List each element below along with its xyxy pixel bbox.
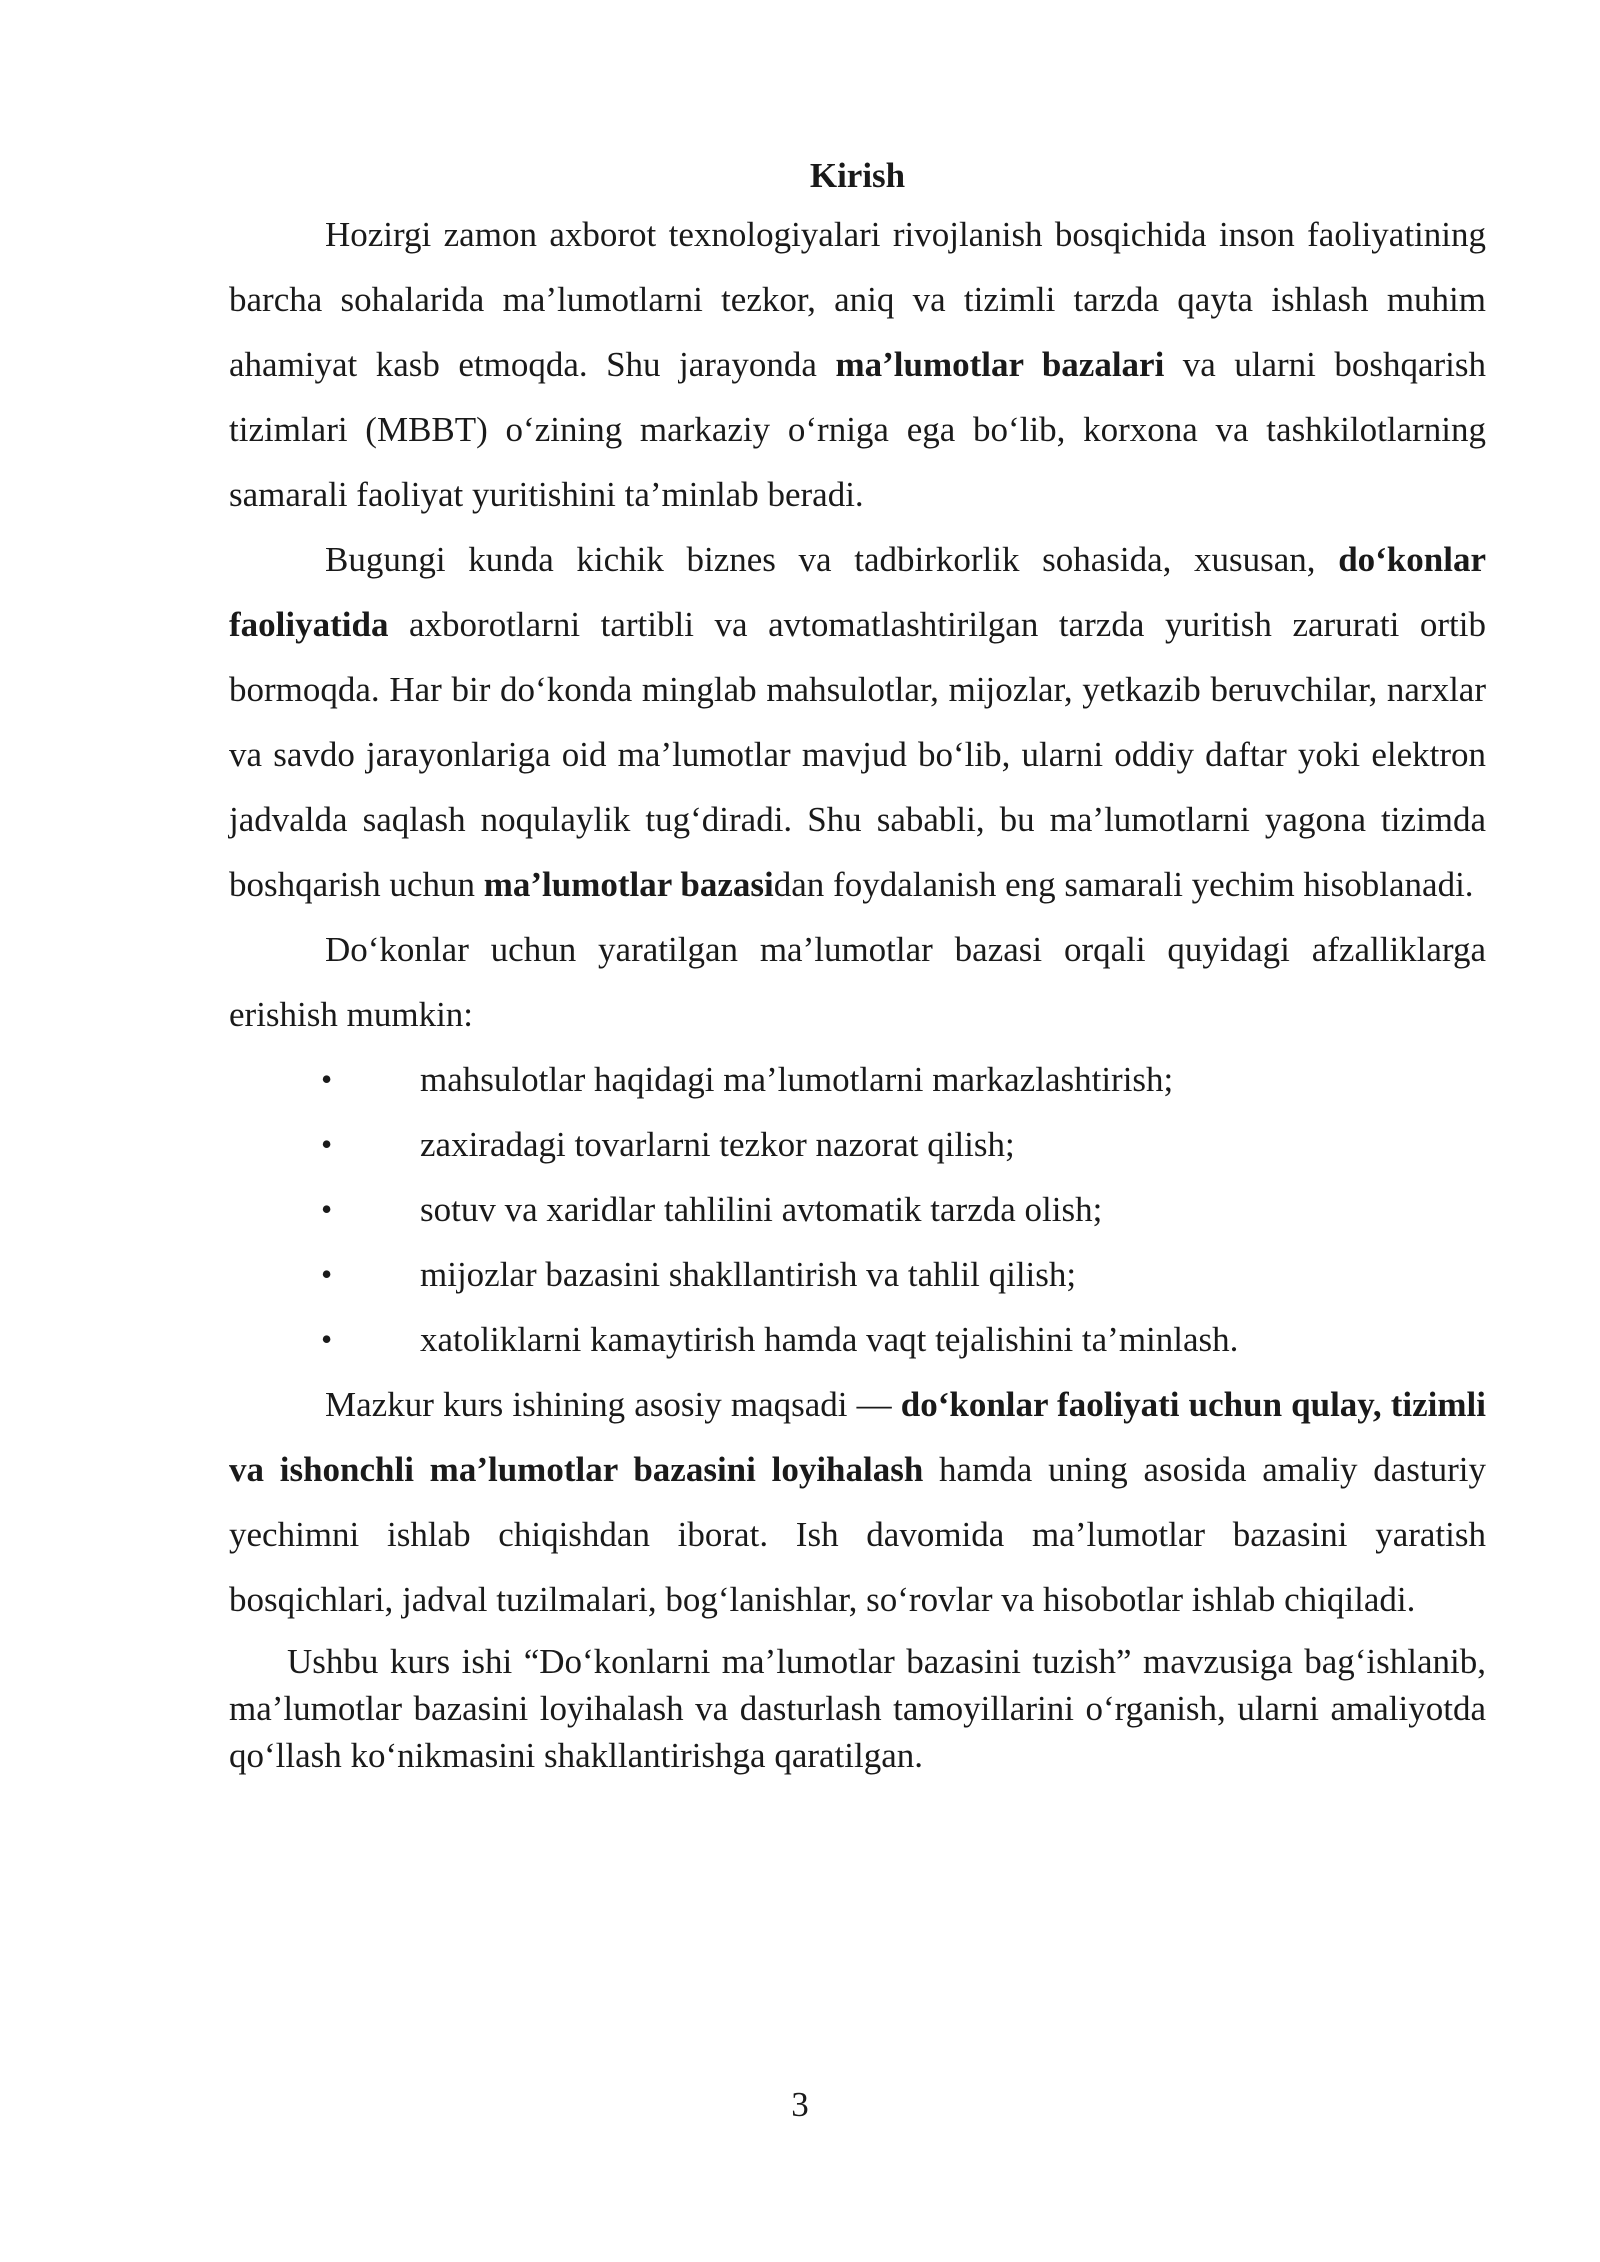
paragraph-shops: [229, 527, 1486, 917]
paragraph-goal-text-a: Mazkur kurs ishining asosiy maqsadi —: [325, 1385, 901, 1424]
advantages-list: [229, 1047, 1486, 1372]
paragraph-shops-text-c: axborotlarni tartibli va avtomatlashtirilgan tarzda yuritish zarurati ortib bormoqda. Har bir do‘konda minglab mahsulotlar, mijozlar, yetkazib beruvchilar, narxlar va savdo jarayonlariga oid ma’lumotlar mavjud bo‘lib, ularni oddiy daftar yoki elektron jadvalda saqlash noqulaylik tug‘diradi. Shu sababli, bu ma’lumotlarni yagona tizimda boshqarish uchun: [229, 605, 1486, 904]
paragraph-topic: Ushbu kurs ishi “Do‘konlarni ma’lumotlar bazasini tuzish” mavzusiga bag‘ishlanib, ma’lumotlar bazasini loyihalash va dasturlash tamoyillarini o‘rganish, ularni amaliyotda qo‘llash ko‘nikmasini shakllantirishga qaratilgan.: [229, 1642, 1486, 1775]
list-item-text: zaxiradagi tovarlarni tezkor nazorat qilish;: [420, 1125, 1015, 1164]
list-item-text: mijozlar bazasini shakllantirish va tahlil qilish;: [420, 1255, 1077, 1294]
bullet-icon: •: [321, 1256, 333, 1292]
page-number: 3: [791, 2085, 809, 2124]
list-item: [229, 1307, 1486, 1372]
paragraph-goal-text-c: hamda uning asosida amaliy dasturiy yechimni ishlab chiqishdan iborat. Ish davomida ma’lumotlar bazasini yaratish bosqichlari, jadval tuzilmalari, bog‘lanishlar, so‘rovlar va hisobotlar ishlab chiqiladi.: [229, 1450, 1487, 1619]
paragraph-shops-text-a: Bugungi kunda kichik biznes va tadbirkorlik sohasida, xususan,: [325, 540, 1339, 579]
paragraph-advantages: Do‘konlar uchun yaratilgan ma’lumotlar bazasi orqali quyidagi afzalliklarga erishish mumkin:: [229, 930, 1486, 1034]
paragraph-goal: [229, 1372, 1486, 1632]
bullet-icon: •: [321, 1191, 333, 1227]
paragraph-goal-bold-1: do‘konlar faoliyati uchun qulay, tizimli va ishonchli ma’lumotlar bazasini loyihalash: [229, 1385, 1486, 1489]
paragraph-intro-text-a: Hozirgi zamon axborot texnologiyalari rivojlanish bosqichida inson faoliyatining barcha sohalarida ma’lumotlarni tezkor, aniq va tizimli tarzda qayta ishlash muhim ahamiyat kasb etmoqda. Shu jarayonda: [229, 215, 1486, 384]
list-item-text: sotuv va xaridlar tahlilini avtomatik tarzda olish;: [420, 1190, 1103, 1229]
list-item-text: xatoliklarni kamaytirish hamda vaqt tejalishini ta’minlash.: [420, 1320, 1239, 1359]
list-item: [229, 1242, 1486, 1307]
bullet-icon: •: [321, 1126, 333, 1162]
paragraph-shops-bold-2: ma’lumotlar bazasi: [483, 865, 774, 904]
section-heading: Kirish: [809, 156, 906, 195]
list-item: [229, 1112, 1486, 1177]
list-item: [229, 1047, 1486, 1112]
paragraph-intro-text-c: va ularni boshqarish tizimlari (MBBT) o‘zining markaziy o‘rniga ega bo‘lib, korxona va tashkilotlarning samarali faoliyat yuritishini ta’minlab beradi.: [229, 345, 1487, 514]
paragraph-shops-bold-1: do‘konlar faoliyatida: [229, 540, 1486, 644]
paragraph-shops-text-d: dan foydalanish eng samarali yechim hisoblanadi.: [773, 865, 1474, 904]
bullet-icon: •: [321, 1321, 333, 1357]
paragraph-intro: [229, 202, 1486, 527]
bullet-icon: •: [321, 1061, 333, 1097]
document-page: [229, 150, 1486, 1779]
paragraph-intro-bold-1: ma’lumotlar bazalari: [835, 345, 1165, 384]
list-item: [229, 1177, 1486, 1242]
list-item-text: mahsulotlar haqidagi ma’lumotlarni markazlashtirish;: [420, 1060, 1174, 1099]
